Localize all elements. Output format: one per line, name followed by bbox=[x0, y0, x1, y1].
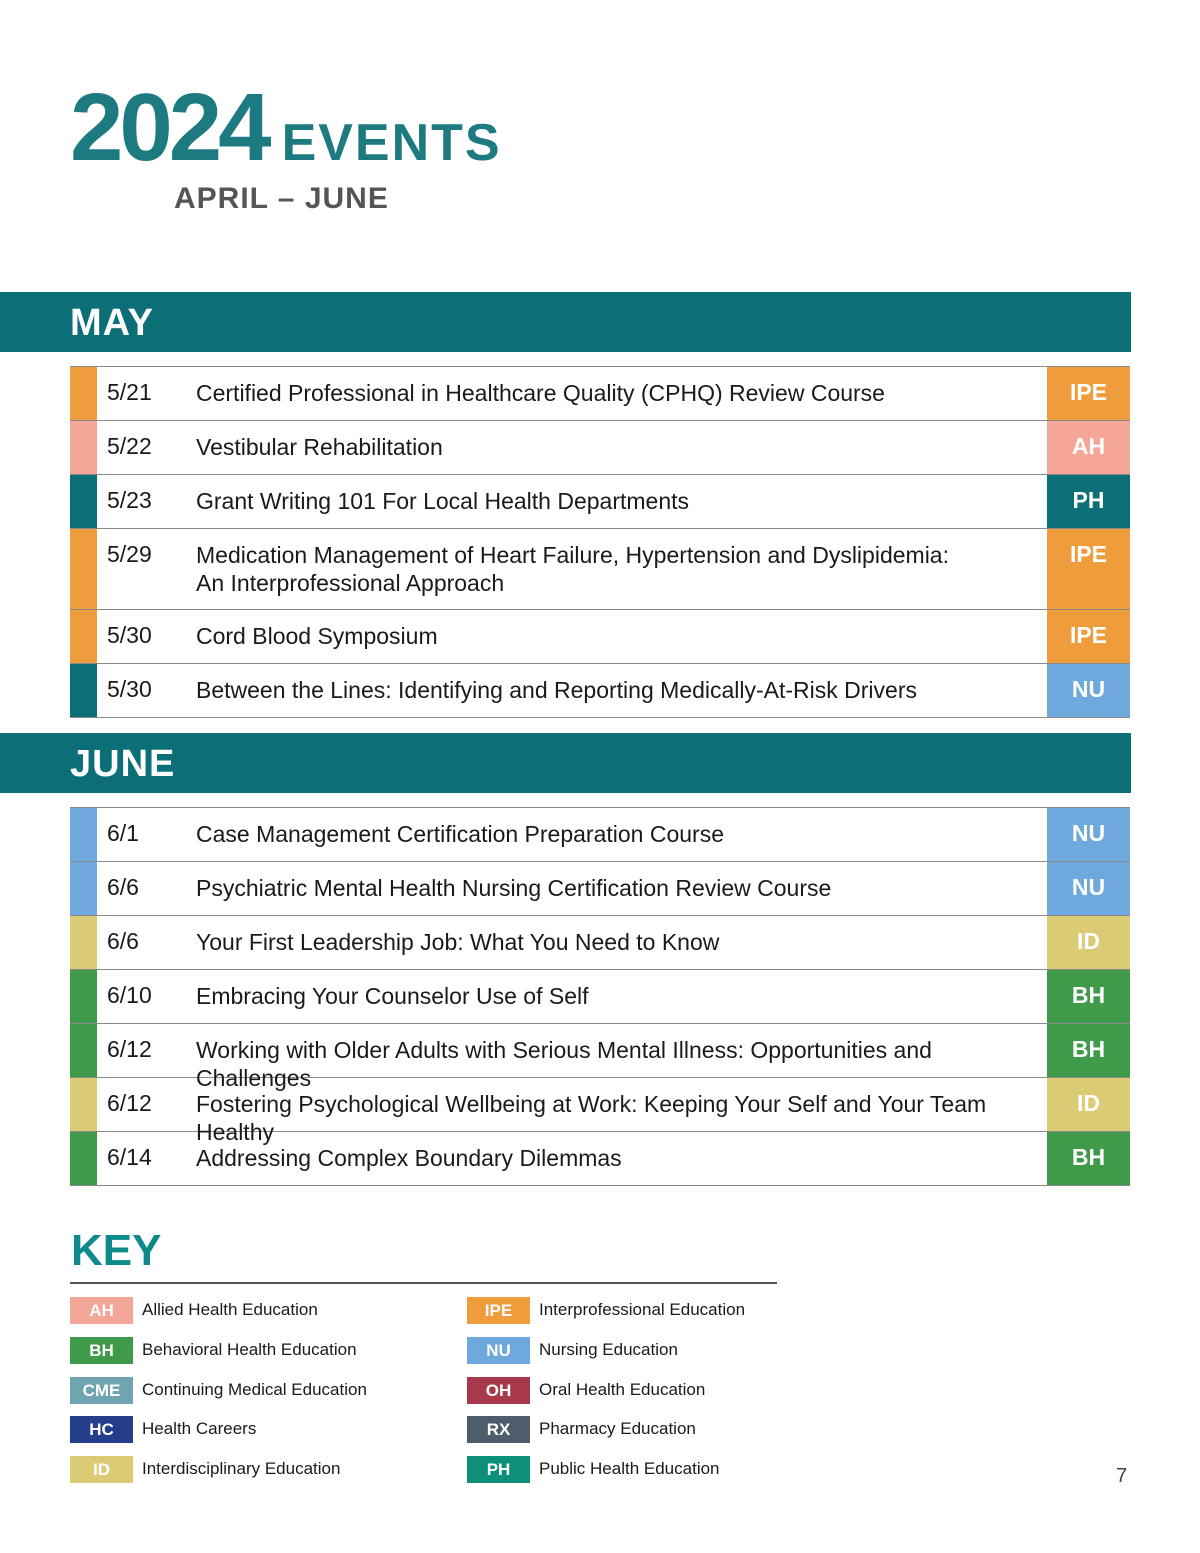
category-tag bbox=[1047, 862, 1130, 915]
event-date: 6/6 bbox=[107, 874, 139, 900]
event-title bbox=[196, 820, 1046, 848]
category-stripe bbox=[70, 808, 97, 861]
key-label: Oral Health Education bbox=[539, 1379, 706, 1399]
event-title bbox=[196, 928, 1046, 956]
key-label: Health Careers bbox=[142, 1419, 257, 1439]
category-tag bbox=[1047, 1024, 1130, 1077]
category-tag-label: BH bbox=[1071, 1144, 1106, 1170]
category-tag bbox=[1047, 916, 1130, 969]
key-label: Public Health Education bbox=[539, 1459, 720, 1478]
key-badge: PH bbox=[467, 1456, 530, 1483]
section-header-may bbox=[0, 292, 1131, 352]
category-tag-label: BH bbox=[1071, 1036, 1106, 1062]
category-tag-label: NU bbox=[1071, 676, 1106, 702]
section-title-may: MAY bbox=[70, 302, 154, 344]
key-badge: IPE bbox=[467, 1297, 530, 1324]
event-row bbox=[70, 529, 1130, 610]
event-title-line: Grant Writing 101 For Local Health Departments bbox=[196, 488, 690, 514]
event-row bbox=[70, 610, 1130, 664]
event-row bbox=[70, 367, 1130, 421]
key-badge: RX bbox=[467, 1416, 530, 1443]
category-stripe bbox=[70, 664, 97, 717]
key-label: Behavioral Health Education bbox=[142, 1339, 357, 1359]
category-tag-label: IPE bbox=[1069, 541, 1108, 567]
category-stripe bbox=[70, 1132, 97, 1185]
event-list-june bbox=[70, 807, 1130, 1186]
key-label: Allied Health Education bbox=[142, 1300, 318, 1319]
category-tag-label: IPE bbox=[1069, 622, 1108, 648]
event-title-line: Embracing Your Counselor Use of Self bbox=[196, 983, 589, 1009]
event-date: 5/23 bbox=[107, 487, 152, 513]
key-label: Interprofessional Education bbox=[539, 1300, 746, 1319]
event-title-line: Fostering Psychological Wellbeing at Work: Keeping Your Self and Your Team Healthy bbox=[196, 1091, 987, 1145]
event-row bbox=[70, 421, 1130, 475]
category-stripe bbox=[70, 421, 97, 474]
event-date: 6/1 bbox=[107, 820, 139, 846]
category-tag bbox=[1047, 529, 1130, 609]
page-number: 7 bbox=[1116, 1465, 1128, 1487]
event-title-line: Certified Professional in Healthcare Quality (CPHQ) Review Course bbox=[196, 380, 885, 406]
key-label: Continuing Medical Education bbox=[142, 1379, 367, 1399]
event-title-line: Vestibular Rehabilitation bbox=[196, 434, 443, 460]
category-tag-label: NU bbox=[1071, 820, 1106, 846]
category-tag bbox=[1047, 475, 1130, 528]
title-events: EVENTS bbox=[281, 114, 502, 172]
title-year: 2024 bbox=[70, 74, 268, 181]
category-tag bbox=[1047, 808, 1130, 861]
category-tag-label: IPE bbox=[1069, 379, 1108, 405]
event-date: 6/6 bbox=[107, 928, 139, 954]
category-stripe bbox=[70, 529, 97, 609]
event-row bbox=[70, 1024, 1130, 1091]
category-tag bbox=[1047, 610, 1130, 663]
category-stripe bbox=[70, 475, 97, 528]
category-stripe bbox=[70, 367, 97, 420]
event-title bbox=[196, 622, 1046, 650]
category-tag-label: PH bbox=[1072, 487, 1105, 513]
event-row bbox=[70, 1132, 1130, 1186]
event-row bbox=[70, 808, 1130, 862]
event-title-line: Medication Management of Heart Failure, Hypertension and Dyslipidemia: bbox=[196, 542, 949, 568]
category-tag bbox=[1047, 421, 1130, 474]
event-title bbox=[196, 874, 1046, 902]
category-tag bbox=[1047, 1078, 1130, 1131]
category-tag bbox=[1047, 367, 1130, 420]
event-date: 6/12 bbox=[107, 1036, 152, 1062]
event-title bbox=[196, 379, 1046, 407]
event-row bbox=[70, 916, 1130, 970]
section-title-june: JUNE bbox=[70, 743, 176, 785]
category-tag bbox=[1047, 664, 1130, 717]
event-title-line: Case Management Certification Preparation Course bbox=[196, 821, 724, 847]
event-title-line: Cord Blood Symposium bbox=[196, 623, 438, 649]
event-title-line: Your First Leadership Job: What You Need to Know bbox=[196, 929, 720, 955]
event-title-line: Working with Older Adults with Serious Mental Illness: Opportunities and Challenges bbox=[196, 1037, 932, 1091]
event-row bbox=[70, 475, 1130, 529]
event-list-may bbox=[70, 366, 1130, 718]
event-row bbox=[70, 1078, 1130, 1145]
category-tag-label: ID bbox=[1077, 1090, 1100, 1116]
key-badge: HC bbox=[70, 1416, 133, 1443]
event-title-line: Addressing Complex Boundary Dilemmas bbox=[196, 1145, 622, 1171]
event-title bbox=[196, 433, 1046, 461]
event-title bbox=[196, 1144, 1046, 1172]
key-badge: NU bbox=[467, 1337, 530, 1364]
category-tag-label: AH bbox=[1071, 433, 1106, 459]
category-stripe bbox=[70, 970, 97, 1023]
event-date: 5/30 bbox=[107, 676, 152, 702]
event-date: 5/29 bbox=[107, 541, 152, 567]
key-badge: BH bbox=[70, 1337, 133, 1364]
category-tag-label: NU bbox=[1071, 874, 1106, 900]
event-date: 6/14 bbox=[107, 1144, 152, 1170]
event-date: 6/10 bbox=[107, 982, 152, 1008]
category-tag bbox=[1047, 1132, 1130, 1185]
event-row bbox=[70, 664, 1130, 718]
event-title bbox=[196, 541, 1046, 597]
category-stripe bbox=[70, 610, 97, 663]
category-stripe bbox=[70, 1024, 97, 1077]
event-title bbox=[196, 487, 1046, 515]
key-label: Nursing Education bbox=[539, 1339, 678, 1359]
key-title: KEY bbox=[71, 1226, 162, 1275]
event-date: 6/12 bbox=[107, 1090, 152, 1116]
category-tag-label: BH bbox=[1071, 982, 1106, 1008]
event-title-line: Psychiatric Mental Health Nursing Certification Review Course bbox=[196, 875, 832, 901]
key-badge: ID bbox=[70, 1456, 133, 1483]
event-title-line: Between the Lines: Identifying and Reporting Medically-At-Risk Drivers bbox=[196, 677, 917, 703]
category-tag bbox=[1047, 970, 1130, 1023]
event-row bbox=[70, 862, 1130, 916]
key-badge: AH bbox=[70, 1297, 133, 1324]
key-badge: OH bbox=[467, 1377, 530, 1404]
category-stripe bbox=[70, 862, 97, 915]
key-badge: CME bbox=[70, 1377, 133, 1404]
event-title bbox=[196, 982, 1046, 1010]
page-title bbox=[70, 74, 502, 181]
key-label: Pharmacy Education bbox=[539, 1419, 696, 1439]
section-header-june bbox=[0, 733, 1131, 793]
event-title-line-2: An Interprofessional Approach bbox=[196, 570, 505, 596]
key-label: Interdisciplinary Education bbox=[142, 1459, 341, 1478]
event-title bbox=[196, 676, 1046, 704]
category-stripe bbox=[70, 1078, 97, 1131]
event-date: 5/21 bbox=[107, 379, 152, 405]
category-tag-label: ID bbox=[1077, 928, 1100, 954]
event-date: 5/22 bbox=[107, 433, 152, 459]
date-range-subtitle: APRIL – JUNE bbox=[174, 182, 389, 215]
key-divider bbox=[70, 1282, 777, 1284]
category-stripe bbox=[70, 916, 97, 969]
event-date: 5/30 bbox=[107, 622, 152, 648]
event-row bbox=[70, 970, 1130, 1024]
